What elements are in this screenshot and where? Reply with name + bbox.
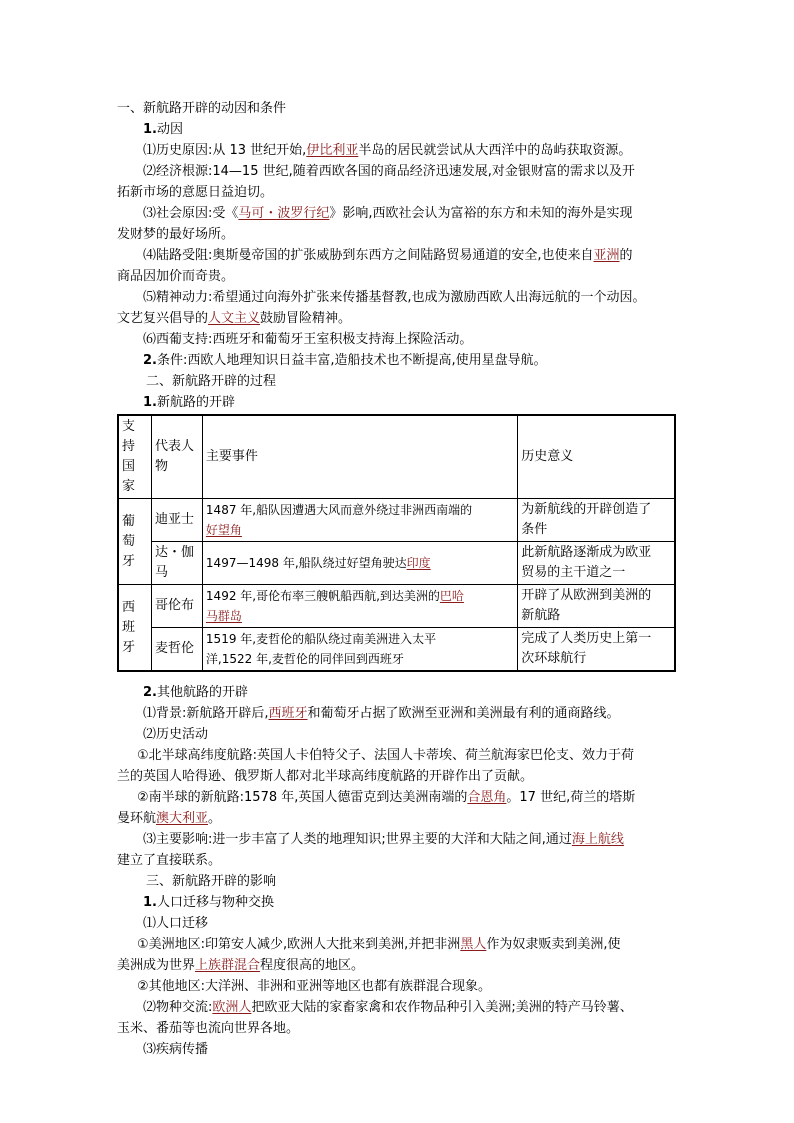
table-row — [118, 585, 675, 628]
header-meaning: 历史意义 — [518, 415, 675, 499]
para-crown-support: ⑹西葡支持:西班牙和葡萄牙王室积极支持海上探险活动。 — [143, 332, 473, 347]
para-economic-root-line1: ⑵经济根源:14—15 世纪,随着西欧各国的商品经济迅速发展,对金银财富的需求以及开 — [143, 164, 635, 179]
section-3-title: 三、新航路开辟的影响 — [146, 874, 277, 889]
para-other-regions: ②其他地区:大洋洲、非洲和亚洲等地区也都有族群混合现象。 — [137, 979, 492, 994]
cell-person: 迪亚士 — [151, 499, 202, 542]
heading-route-opening: 1.新航路的开辟 — [143, 395, 235, 410]
heading-migration: 1.人口迁移与物种交换 — [143, 895, 274, 910]
para-disease-spread: ⑶疾病传播 — [143, 1042, 209, 1057]
cell-event: 1492 年,哥伦布率三艘帆船西航,到达美洲的巴哈 马群岛 — [202, 585, 517, 628]
para-americas: ①美洲地区:印第安人减少,欧洲人大批来到美洲,并把非洲黑人作为奴隶贩卖到美洲,使 — [137, 937, 621, 952]
para-economic-root-line2: 拓新市场的意愿日益迫切。 — [117, 185, 274, 200]
para-land-route-blocked-line2: 商品因加价而奇贵。 — [117, 269, 235, 284]
heading-conditions: 2.条件:西欧人地理知识日益丰富,造船技术也不断提高,使用星盘导航。 — [143, 353, 547, 368]
para-spiritual-motive-line1: ⑸精神动力:希望通过向海外扩张来传播基督教,也成为激励西欧人出海远航的一个动因。 — [143, 290, 646, 305]
para-americas-line2: 美洲成为世界上族群混合程度很高的地区。 — [117, 958, 365, 973]
header-event: 主要事件 — [202, 415, 517, 499]
heading-other-routes: 2.其他航路的开辟 — [143, 685, 248, 700]
para-species-exchange: ⑵物种交流:欧洲人把欧亚大陆的家畜家禽和农作物品种引入美洲;美洲的特产马铃薯、 — [143, 1000, 633, 1015]
cell-meaning: 为新航线的开辟创造了 条件 — [518, 499, 675, 542]
section-2-title: 二、新航路开辟的过程 — [146, 374, 277, 389]
table-row — [118, 499, 675, 542]
cell-meaning: 完成了人类历史上第一 次环球航行 — [518, 628, 675, 672]
para-social-cause-line2: 发财梦的最好场所。 — [117, 227, 235, 242]
para-population-migration: ⑴人口迁移 — [143, 916, 209, 931]
header-country: 支持 国家 — [118, 415, 151, 499]
para-historical-activities: ⑵历史活动 — [143, 727, 209, 742]
cell-country-portugal: 葡萄 牙 — [118, 499, 151, 585]
cell-person: 麦哲伦 — [151, 628, 202, 672]
para-spiritual-motive-line2: 文艺复兴倡导的人文主义鼓励冒险精神。 — [117, 311, 352, 326]
para-southern-route-line2: 曼环航澳大利亚。 — [117, 811, 222, 826]
cell-person: 达・伽 马 — [151, 542, 202, 585]
cell-event: 1487 年,船队因遭遇大风而意外绕过非洲西南端的 好望角 — [202, 499, 517, 542]
cell-event: 1519 年,麦哲伦的船队绕过南美洲进入太平 洋,1522 年,麦哲伦的同伴回到西班牙 — [202, 628, 517, 672]
para-historical-cause: ⑴历史原因:从 13 世纪开始,伊比利亚半岛的居民就尝试从大西洋中的岛屿获取资源。 — [143, 143, 632, 158]
para-southern-route: ②南半球的新航路:1578 年,英国人德雷克到达美洲南端的合恩角。17 世纪,荷兰的塔斯 — [137, 790, 636, 805]
para-background: ⑴背景:新航路开辟后,西班牙和葡萄牙占据了欧洲至亚洲和美洲最有利的通商路线。 — [143, 706, 620, 721]
route-table — [117, 414, 676, 672]
para-main-impact-line2: 建立了直接联系。 — [117, 853, 222, 868]
heading-motives: 1.动因 — [143, 122, 183, 137]
header-person: 代表人 物 — [151, 415, 202, 499]
table-row — [118, 628, 675, 672]
cell-event: 1497—1498 年,船队绕过好望角驶达印度 — [202, 542, 517, 585]
cell-person: 哥伦布 — [151, 585, 202, 628]
para-northern-route-line2: 兰的英国人哈得逊、俄罗斯人都对北半球高纬度航路的开辟作出了贡献。 — [117, 769, 534, 784]
para-land-route-blocked: ⑷陆路受阻:奥斯曼帝国的扩张威胁到东西方之间陆路贸易通道的安全,也使来自亚洲的 — [143, 248, 633, 263]
cell-country-spain: 西班 牙 — [118, 585, 151, 672]
section-1-title: 一、新航路开辟的动因和条件 — [117, 101, 287, 116]
table-row — [118, 542, 675, 585]
para-species-exchange-line2: 玉米、番茄等也流向世界各地。 — [117, 1021, 300, 1036]
document-page — [117, 98, 682, 1060]
cell-meaning: 此新航路逐渐成为欧亚 贸易的主干道之一 — [518, 542, 675, 585]
para-northern-route-line1: ①北半球高纬度航路:英国人卡伯特父子、法国人卡蒂埃、荷兰航海家巴伦支、效力于荷 — [137, 748, 635, 763]
cell-meaning: 开辟了从欧洲到美洲的 新航路 — [518, 585, 675, 628]
para-social-cause: ⑶社会原因:受《马可・波罗行纪》影响,西欧社会认为富裕的东方和未知的海外是实现 — [143, 206, 633, 221]
para-main-impact: ⑶主要影响:进一步丰富了人类的地理知识;世界主要的大洋和大陆之间,通过海上航线 — [143, 832, 624, 847]
table-header-row — [118, 415, 675, 499]
